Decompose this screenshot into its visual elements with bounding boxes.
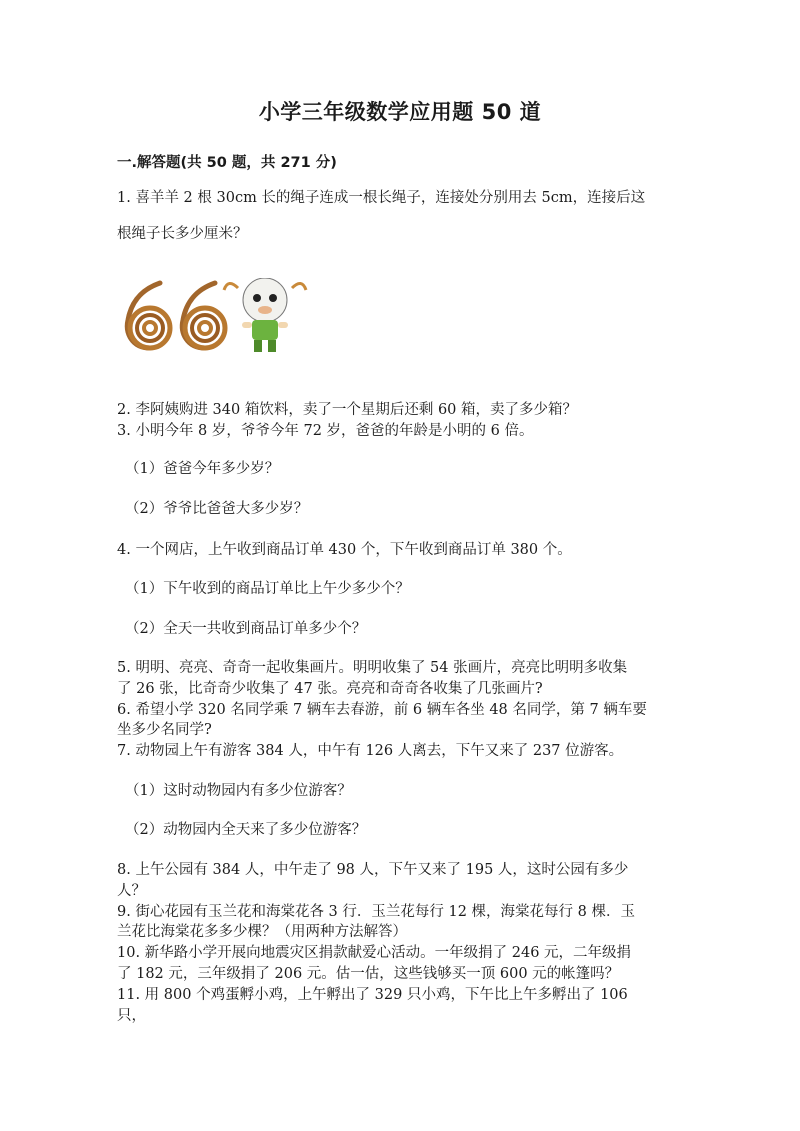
question-8-line-2: 人？	[117, 883, 146, 899]
rope-and-goat-figure	[120, 278, 310, 358]
question-5-line-2: 了 26 张，比奇奇少收集了 47 张。亮亮和奇奇各收集了几张画片?	[117, 681, 543, 697]
question-7-sub-2: （2）动物园内全天来了多少位游客？	[125, 822, 367, 838]
question-8-line-1: 8. 上午公园有 384 人，中午走了 98 人，下午又来了 195 人，这时公园有多少	[117, 862, 629, 878]
question-1-line-1: 1. 喜羊羊 2 根 30cm 长的绳子连成一根长绳子，连接处分别用去 5cm，连接后这	[117, 190, 646, 206]
page-title: 小学三年级数学应用题 50 道	[258, 100, 542, 124]
question-3-stem: 3. 小明今年 8 岁，爷爷今年 72 岁，爸爸的年龄是小明的 6 倍。	[117, 423, 534, 439]
question-10-line-2: 了 182 元，三年级捐了 206 元。估一估，这些钱够买一顶 600 元的帐篷吗？	[117, 966, 620, 982]
question-11-line-1: 11. 用 800 个鸡蛋孵小鸡，上午孵出了 329 只小鸡，下午比上午多孵出了 106	[117, 987, 628, 1003]
question-4-sub-2: （2）全天一共收到商品订单多少个？	[125, 621, 367, 637]
coiled-rope-icon	[182, 283, 225, 348]
goat-character-icon	[224, 278, 306, 352]
section-heading: 一.解答题(共 50 题，共 271 分)	[117, 155, 337, 171]
question-11-line-2: 只，	[117, 1008, 146, 1024]
question-5-line-1: 5. 明明、亮亮、奇奇一起收集画片。明明收集了 54 张画片，亮亮比明明多收集	[117, 660, 628, 676]
question-4-stem: 4. 一个网店，上午收到商品订单 430 个，下午收到商品订单 380 个。	[117, 542, 572, 558]
question-7-stem: 7. 动物园上午有游客 384 人，中午有 126 人离去，下午又来了 237 位游客。	[117, 743, 624, 759]
question-9-line-2: 兰花比海棠花多多少棵？（用两种方法解答）	[117, 924, 407, 940]
question-2: 2. 李阿姨购进 340 箱饮料，卖了一个星期后还剩 60 箱，卖了多少箱？	[117, 402, 578, 418]
question-3-sub-2: （2）爷爷比爸爸大多少岁？	[125, 501, 309, 517]
question-6-line-2: 坐多少名同学?	[117, 722, 212, 738]
question-3-sub-1: （1）爸爸今年多少岁？	[125, 461, 280, 477]
question-10-line-1: 10. 新华路小学开展向地震灾区捐款献爱心活动。一年级捐了 246 元，二年级捐	[117, 945, 632, 961]
question-7-sub-1: （1）这时动物园内有多少位游客？	[125, 783, 352, 799]
question-6-line-1: 6. 希望小学 320 名同学乘 7 辆车去春游，前 6 辆车各坐 48 名同学，第 7 辆车要	[117, 702, 647, 718]
question-9-line-1: 9. 街心花园有玉兰花和海棠花各 3 行．玉兰花每行 12 棵，海棠花每行 8 棵．玉	[117, 904, 635, 920]
question-4-sub-1: （1）下午收到的商品订单比上午少多少个？	[125, 581, 410, 597]
coiled-rope-icon	[127, 283, 170, 348]
question-1-line-2: 根绳子长多少厘米？	[117, 226, 248, 242]
